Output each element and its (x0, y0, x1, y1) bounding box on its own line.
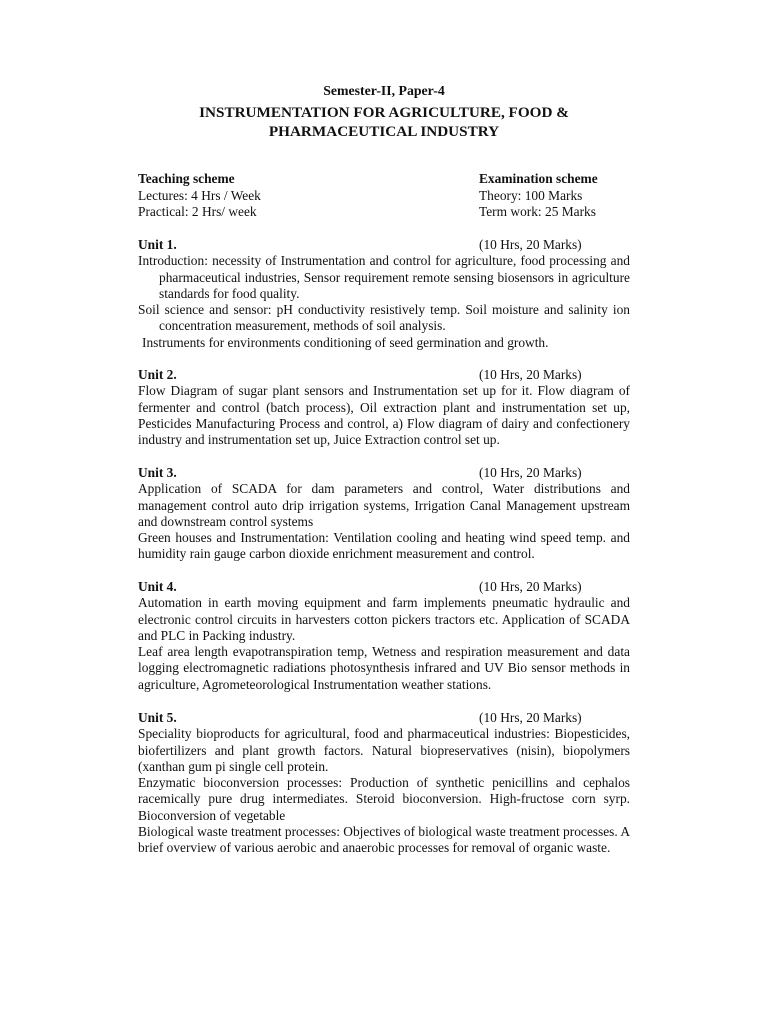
unit-title: Unit 1. (138, 237, 177, 252)
unit-paragraph: Automation in earth moving equipment and farm implements pneumatic hydraulic and electronic control circuits in harvesters cotton pickers tractors etc. Application of SCADA and PLC in Packing industry. (138, 595, 630, 643)
practical-hours: Practical: 2 Hrs/ week (138, 204, 257, 219)
unit-3-section (138, 465, 630, 563)
examination-scheme-heading: Examination scheme (479, 171, 598, 186)
theory-marks: Theory: 100 Marks (479, 188, 583, 203)
course-title-line-1: INSTRUMENTATION FOR AGRICULTURE, FOOD & (199, 104, 569, 121)
unit-paragraph: Enzymatic bioconversion processes: Production of synthetic penicillins and cephalos racemically pure drug intermediates. Steroid bioconversion. High-fructose corn syrp. Bioconversion of vegetable (138, 775, 630, 823)
unit-hours-marks: (10 Hrs, 20 Marks) (479, 579, 582, 594)
unit-1-section (138, 237, 630, 351)
unit-4-section (138, 579, 630, 693)
unit-paragraph: Flow Diagram of sugar plant sensors and Instrumentation set up for it. Flow diagram of fermenter and control (batch process), Oil extraction plant and instrumentation set up, Pesticides Manufacturing Process and control, a) Flow diagram of dairy and confectionery industry and instrumentation set up, Juice Extraction control set up. (138, 383, 630, 448)
unit-paragraph: Soil science and sensor: pH conductivity resistively temp. Soil moisture and salinity ion concentration measurement, methods of soil analysis. (138, 302, 630, 334)
unit-title: Unit 5. (138, 710, 177, 725)
course-title-line-2: PHARMACEUTICAL INDUSTRY (268, 123, 500, 140)
unit-paragraph: Application of SCADA for dam parameters and control, Water distributions and management control auto drip irrigation systems, Irrigation Canal Management upstream and downstream control systems (138, 481, 630, 529)
unit-paragraph: Introduction: necessity of Instrumentation and control for agriculture, food processing and pharmaceutical industries, Sensor requirement remote sensing biosensors in agriculture standards for food quality. (138, 253, 630, 301)
unit-title: Unit 3. (138, 465, 177, 480)
teaching-scheme-heading: Teaching scheme (138, 171, 235, 186)
unit-hours-marks: (10 Hrs, 20 Marks) (479, 367, 582, 382)
unit-title: Unit 4. (138, 579, 177, 594)
term-work-marks: Term work: 25 Marks (479, 204, 596, 219)
unit-title: Unit 2. (138, 367, 177, 382)
unit-paragraph: Speciality bioproducts for agricultural, food and pharmaceutical industries: Biopesticides, biofertilizers and plant growth factors. Natural biopreservatives (nisin), biopolymers (xanthan gum pi single cell protein. (138, 726, 630, 774)
unit-hours-marks: (10 Hrs, 20 Marks) (479, 710, 582, 725)
semester-label: Semester-II, Paper-4 (323, 83, 445, 98)
unit-paragraph: Biological waste treatment processes: Objectives of biological waste treatment processes. A brief overview of various aerobic and anaerobic processes for removal of organic waste. (138, 824, 630, 856)
unit-paragraph: Green houses and Instrumentation: Ventilation cooling and heating wind speed temp. and humidity rain gauge carbon dioxide enrichment measurement and control. (138, 530, 630, 562)
lectures-hours: Lectures: 4 Hrs / Week (138, 188, 261, 203)
unit-hours-marks: (10 Hrs, 20 Marks) (479, 237, 582, 252)
unit-2-section (138, 367, 630, 448)
unit-paragraph: Instruments for environments conditioning of seed germination and growth. (142, 334, 549, 350)
unit-5-section (138, 710, 630, 857)
unit-hours-marks: (10 Hrs, 20 Marks) (479, 465, 582, 480)
unit-paragraph: Leaf area length evapotranspiration temp, Wetness and respiration measurement and data logging electromagnetic radiations photosynthesis infrared and UV Bio sensor methods in agriculture, Agrometeorological Instrumentation weather stations. (138, 644, 630, 692)
